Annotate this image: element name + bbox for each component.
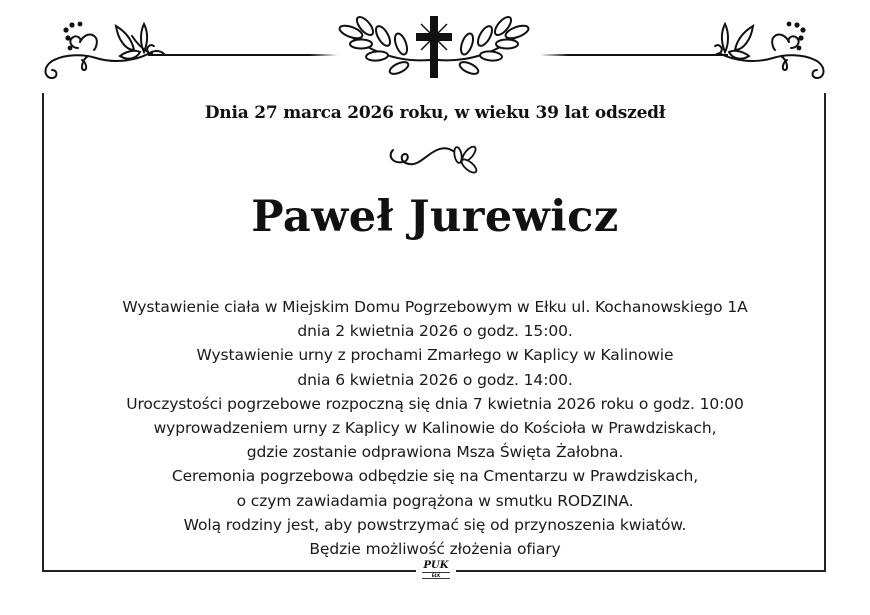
detail-line: wyprowadzeniem urny z Kaplicy w Kalinowie do Kościoła w Prawdziskach, [153,419,717,438]
logo-main-text: PUK [423,560,449,571]
detail-line: Uroczystości pogrzebowe rozpoczną się dnia 7 kwietnia 2026 roku o godz. 10:00 [126,394,744,413]
deceased-name: Paweł Jurewicz [251,192,619,242]
vine-flourish-icon [385,142,485,174]
detail-line: gdzie zostanie odprawiona Msza Święta Żałobna. [246,443,624,462]
logo-sub-text: EŁK [422,572,450,579]
top-left-rule [148,54,338,56]
puk-logo [416,561,456,579]
top-right-rule [540,54,728,56]
funeral-details [0,295,870,561]
intro-line: Dnia 27 marca 2026 roku, w wieku 39 lat odszedł [204,103,666,123]
detail-line: Wolą rodziny jest, aby powstrzymać się od przynoszenia kwiatów. [183,515,687,534]
detail-line: Będzie możliwość złożenia ofiary [309,540,561,559]
cross-with-laurel-icon [335,12,535,80]
floral-corner-ornament-icon [718,20,833,85]
detail-line: dnia 6 kwietnia 2026 o godz. 14:00. [297,370,573,389]
floral-corner-ornament-icon [36,20,151,85]
detail-line: Ceremonia pogrzebowa odbędzie się na Cmentarzu w Prawdziskach, [171,467,699,486]
detail-line: dnia 2 kwietnia 2026 o godz. 15:00. [297,322,573,341]
detail-line: o czym zawiadamia pogrążona w smutku RODZINA. [236,491,634,510]
detail-line: Wystawienie ciała w Miejskim Domu Pogrzebowym w Ełku ul. Kochanowskiego 1A [122,298,748,316]
detail-line: Wystawienie urny z prochami Zmarłego w Kaplicy w Kalinowie [196,346,674,365]
